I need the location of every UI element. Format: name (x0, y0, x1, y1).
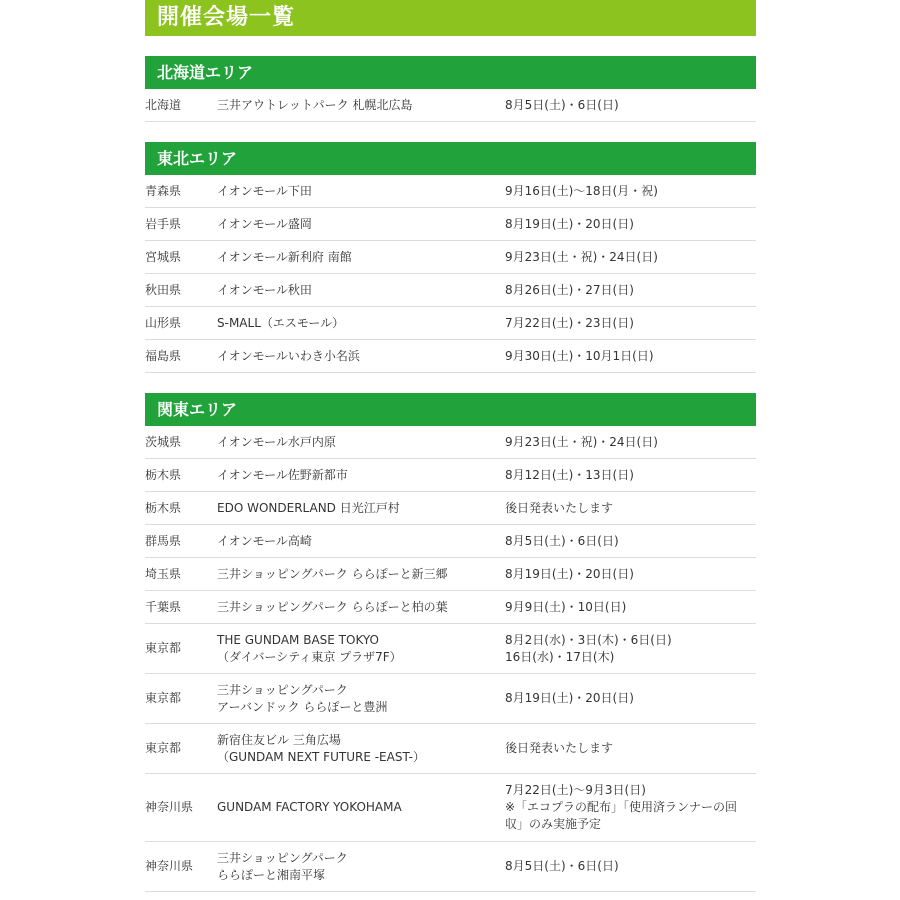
venue-cell (217, 566, 505, 583)
date-line: 8月5日(土)・6日(日) (505, 859, 619, 873)
date-line: 9月23日(土・祝)・24日(日) (505, 434, 658, 449)
venue-row (145, 842, 756, 892)
date-cell (505, 183, 756, 200)
venue-name-line: 三井ショッピングパーク (217, 850, 348, 865)
date-line: 8月19日(土)・20日(日) (505, 691, 634, 705)
date-line: 8月12日(土)・13日(日) (505, 467, 634, 482)
area-heading: 北海道エリア (145, 56, 756, 89)
prefecture-cell: 神奈川県 (145, 800, 194, 814)
prefecture-cell: 栃木県 (145, 500, 182, 515)
date-cell (505, 533, 756, 550)
prefecture-cell: 栃木県 (145, 467, 182, 482)
date-line: 後日発表いたします (505, 741, 614, 755)
venue-cell (217, 315, 505, 332)
venue-cell (217, 599, 505, 616)
venue-name-line: 三井ショッピングパーク ららぽーと柏の葉 (217, 599, 448, 614)
venue-name-line: 新宿住友ビル 三角広場 (217, 732, 341, 747)
page-title: 開催会場一覧 (145, 0, 756, 36)
venue-row (145, 624, 756, 674)
prefecture-cell: 埼玉県 (145, 566, 182, 581)
venue-list (145, 0, 756, 892)
venue-row (145, 241, 756, 274)
venue-row (145, 492, 756, 525)
date-cell (505, 97, 756, 114)
date-line: 7月22日(土)〜9月3日(日) (505, 783, 646, 797)
prefecture-cell: 茨城県 (145, 434, 182, 449)
area-section (145, 142, 756, 373)
prefecture-cell: 東京都 (145, 641, 182, 655)
venue-row (145, 208, 756, 241)
venue-name-line: （ダイバーシティ東京 プラザ7F） (217, 649, 402, 664)
venue-name-line: ららぽーと湘南平塚 (217, 867, 326, 882)
date-cell (505, 782, 756, 833)
date-line: ※「エコプラの配布」「使用済ランナーの回 (505, 800, 738, 814)
venue-row (145, 525, 756, 558)
venue-name-line: 三井ショッピングパーク ららぽーと新三郷 (217, 566, 448, 581)
venue-cell (217, 97, 505, 114)
prefecture-cell: 宮城県 (145, 249, 182, 264)
prefecture-cell: 福島県 (145, 348, 182, 363)
venue-row (145, 774, 756, 842)
venue-name-line: （GUNDAM NEXT FUTURE -EAST-） (217, 749, 426, 764)
venue-cell (217, 467, 505, 484)
venue-cell (217, 682, 505, 716)
venue-name-line: イオンモール水戸内原 (217, 434, 336, 449)
area-heading: 関東エリア (145, 393, 756, 426)
venue-cell (217, 183, 505, 200)
venue-name-line: アーバンドック ららぽーと豊洲 (217, 699, 388, 714)
date-line: 8月5日(土)・6日(日) (505, 97, 619, 112)
venue-cell (217, 732, 505, 766)
date-cell (505, 566, 756, 583)
date-line: 8月19日(土)・20日(日) (505, 216, 634, 231)
venue-cell (217, 434, 505, 451)
venue-name-line: イオンモール佐野新都市 (217, 467, 348, 482)
area-section (145, 56, 756, 122)
prefecture-cell: 神奈川県 (145, 859, 194, 873)
date-cell (505, 315, 756, 332)
area-heading: 東北エリア (145, 142, 756, 175)
date-line: 16日(水)・17日(木) (505, 649, 615, 664)
prefecture-cell: 千葉県 (145, 599, 182, 614)
venue-name-line: イオンモール盛岡 (217, 216, 312, 231)
area-section (145, 393, 756, 892)
date-cell (505, 434, 756, 451)
venue-name-line: イオンモール新利府 南館 (217, 249, 352, 264)
prefecture-cell: 岩手県 (145, 216, 182, 231)
venue-name-line: 三井アウトレットパーク 札幌北広島 (217, 97, 413, 112)
venue-row (145, 591, 756, 624)
date-line: 8月19日(土)・20日(日) (505, 566, 634, 581)
date-line: 9月9日(土)・10日(日) (505, 599, 627, 614)
date-cell (505, 348, 756, 365)
venue-cell (217, 282, 505, 299)
prefecture-cell: 秋田県 (145, 282, 182, 297)
venue-cell (217, 799, 505, 816)
date-cell (505, 740, 756, 757)
venue-name-line: 三井ショッピングパーク (217, 682, 348, 697)
venue-name-line: イオンモールいわき小名浜 (217, 348, 360, 363)
venue-name-line: S-MALL（エスモール） (217, 315, 345, 330)
venue-name-line: EDO WONDERLAND 日光江戸村 (217, 500, 400, 515)
venue-name-line: GUNDAM FACTORY YOKOHAMA (217, 800, 402, 814)
venue-cell (217, 500, 505, 517)
venue-row (145, 459, 756, 492)
venue-cell (217, 632, 505, 666)
date-line: 収」のみ実施予定 (505, 817, 602, 831)
date-cell (505, 282, 756, 299)
date-line: 後日発表いたします (505, 500, 614, 515)
date-line: 9月23日(土・祝)・24日(日) (505, 249, 658, 264)
venue-row (145, 340, 756, 373)
prefecture-cell: 山形県 (145, 315, 182, 330)
date-cell (505, 467, 756, 484)
venue-cell (217, 533, 505, 550)
venue-name-line: イオンモール下田 (217, 183, 312, 198)
date-line: 8月2日(水)・3日(木)・6日(日) (505, 632, 672, 647)
venue-row (145, 89, 756, 122)
date-line: 8月5日(土)・6日(日) (505, 533, 619, 548)
prefecture-cell: 東京都 (145, 741, 182, 755)
area-container (145, 56, 756, 892)
venue-cell (217, 249, 505, 266)
date-line: 9月30日(土)・10月1日(日) (505, 348, 654, 363)
venue-row (145, 274, 756, 307)
date-cell (505, 690, 756, 707)
venue-name-line: イオンモール高崎 (217, 533, 312, 548)
venue-row (145, 307, 756, 340)
venue-name-line: イオンモール秋田 (217, 282, 312, 297)
venue-cell (217, 850, 505, 884)
prefecture-cell: 群馬県 (145, 533, 182, 548)
venue-row (145, 674, 756, 724)
date-line: 8月26日(土)・27日(日) (505, 282, 634, 297)
prefecture-cell: 東京都 (145, 691, 182, 705)
date-line: 7月22日(土)・23日(日) (505, 315, 634, 330)
venue-cell (217, 348, 505, 365)
venue-row (145, 724, 756, 774)
venue-name-line: THE GUNDAM BASE TOKYO (217, 632, 380, 647)
prefecture-cell: 青森県 (145, 183, 182, 198)
date-cell (505, 599, 756, 616)
date-cell (505, 858, 756, 875)
date-cell (505, 632, 756, 666)
prefecture-cell: 北海道 (145, 97, 182, 112)
date-cell (505, 500, 756, 517)
date-cell (505, 249, 756, 266)
venue-cell (217, 216, 505, 233)
venue-row (145, 558, 756, 591)
date-line: 9月16日(土)〜18日(月・祝) (505, 183, 658, 198)
venue-row (145, 175, 756, 208)
venue-row (145, 426, 756, 459)
date-cell (505, 216, 756, 233)
